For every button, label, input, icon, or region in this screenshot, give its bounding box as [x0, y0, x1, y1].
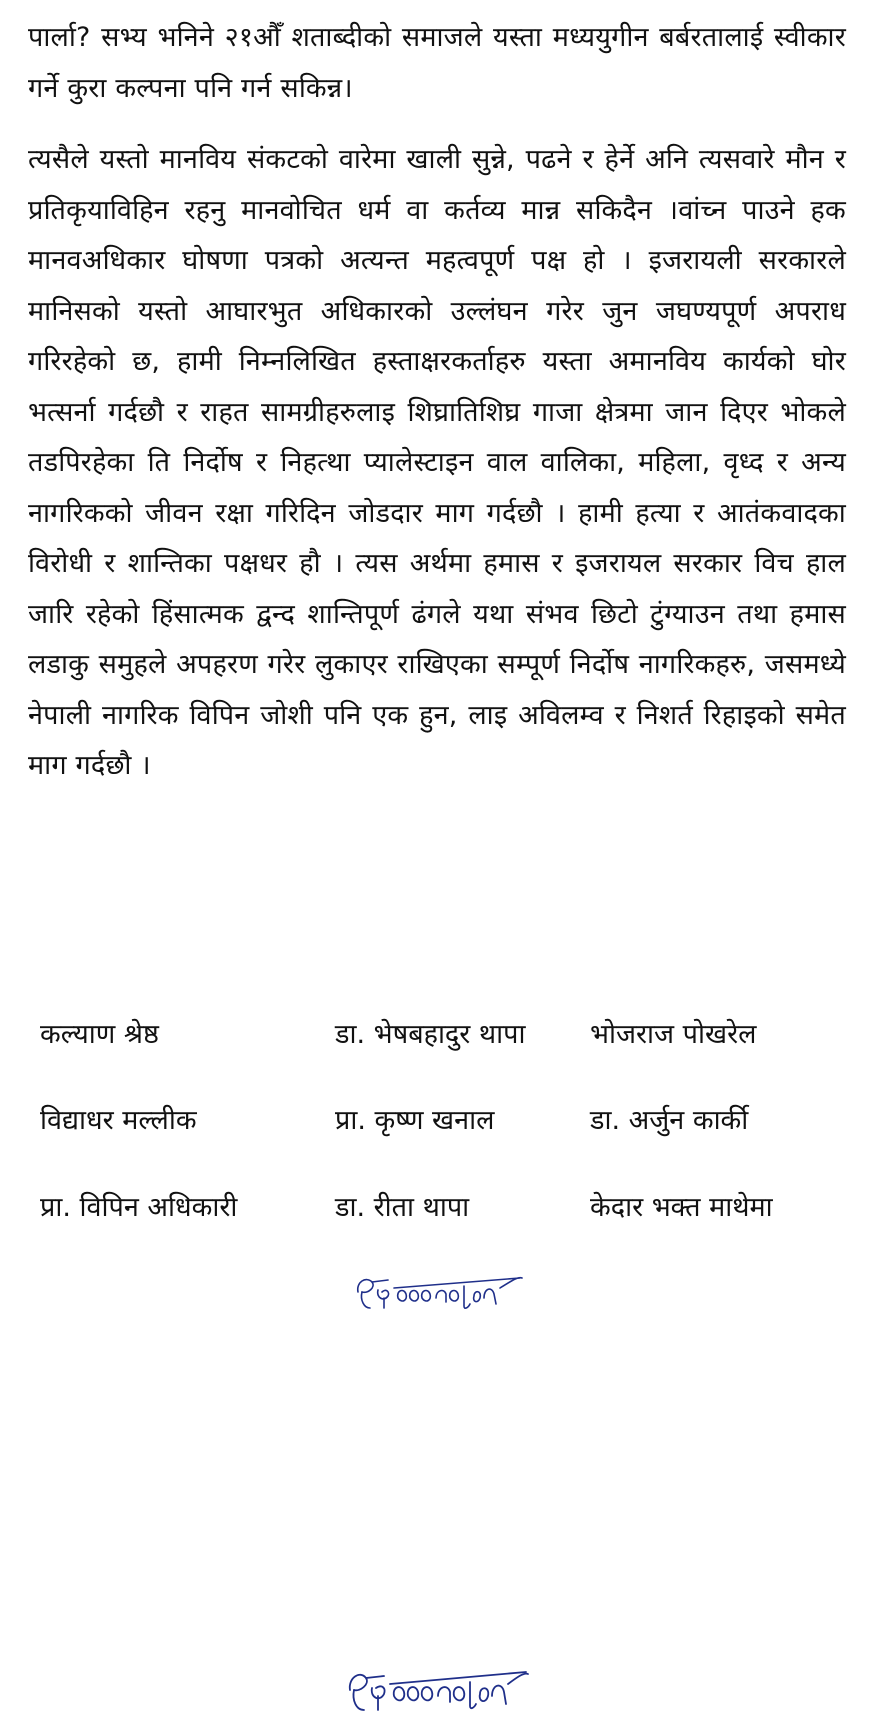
signatory-name: डा. अर्जुन कार्की	[590, 1105, 749, 1136]
signatory-name: डा. रीता थापा	[335, 1192, 470, 1223]
paragraph-statement: त्यसैले यस्तो मानविय संकटको वारेमा खाली सुन्ने, पढने र हेर्ने अनि त्यसवारे मौन र प्रतिकृयाविहिन रहनु मानवोचित धर्म वा कर्तव्य मान्न सकिदैन ।वांच्न पाउने हक मानवअधिकार घोषणा पत्रको अत्यन्त महत्वपूर्ण पक्ष हो । इजरायली सरकारले मानिसको यस्तो आघारभुत अधिकारको उल्लंघन गरेर जुन जघण्यपूर्ण अपराध गरिरहेको छ, हामी निम्नलिखित हस्ताक्षरकर्ताहरु यस्ता अमानविय कार्यको घोर भत्सर्ना गर्दछौ र राहत सामग्रीहरुलाइ शिघ्रातिशिघ्र गाजा क्षेत्रमा जान दिएर भोकले तडपिरहेका ति निर्दोष र निहत्था प्यालेस्टाइन वाल वालिका, महिला, वृध्द र अन्य नागरिकको जीवन रक्षा गरिदिन जोडदार माग गर्दछौ । हामी हत्या र आतंकवादका विरोधी र शान्तिका पक्षधर हौ । त्यस अर्थमा हमास र इजरायल सरकार विच हाल जारि रहेको हिंसात्मक द्वन्द शान्तिपूर्ण ढंगले यथा संभव छिटो टुंग्याउन तथा हमास लडाकु समुहले अपहरण गरेर लुकाएर राखिएका सम्पूर्ण निर्दोष नागरिकहरु, जसमध्ये नेपाली नागरिक विपिन जोशी पनि एक हुन, लाइ अविलम्व र निशर्त रिहाइको समेत माग गर्दछौ ।	[28, 144, 846, 781]
signatory-name: प्रा. विपिन अधिकारी	[40, 1192, 238, 1223]
signatories-row	[0, 1183, 890, 1233]
signatory-name: विद्याधर मल्लीक	[40, 1105, 197, 1136]
paragraph-intro: पार्ला? सभ्य भनिने २१औँ शताब्दीको समाजले यस्ता मध्ययुगीन बर्बरतालाई स्वीकार गर्ने कुरा कल्पना पनि गर्न सकिन्न।	[28, 22, 846, 104]
signatories-row	[0, 1010, 890, 1060]
signatories-row	[0, 1096, 890, 1146]
signatory-name: केदार भक्त माथेमा	[590, 1192, 773, 1223]
signatory-name: कल्याण श्रेष्ठ	[40, 1019, 159, 1050]
handwritten-signature-icon	[340, 1660, 530, 1720]
signatory-name: प्रा. कृष्ण खनाल	[335, 1105, 495, 1136]
signatory-name: भोजराज पोखरेल	[590, 1019, 757, 1050]
handwritten-signature-icon	[350, 1268, 525, 1318]
signatory-name: डा. भेषबहादुर थापा	[335, 1019, 526, 1050]
